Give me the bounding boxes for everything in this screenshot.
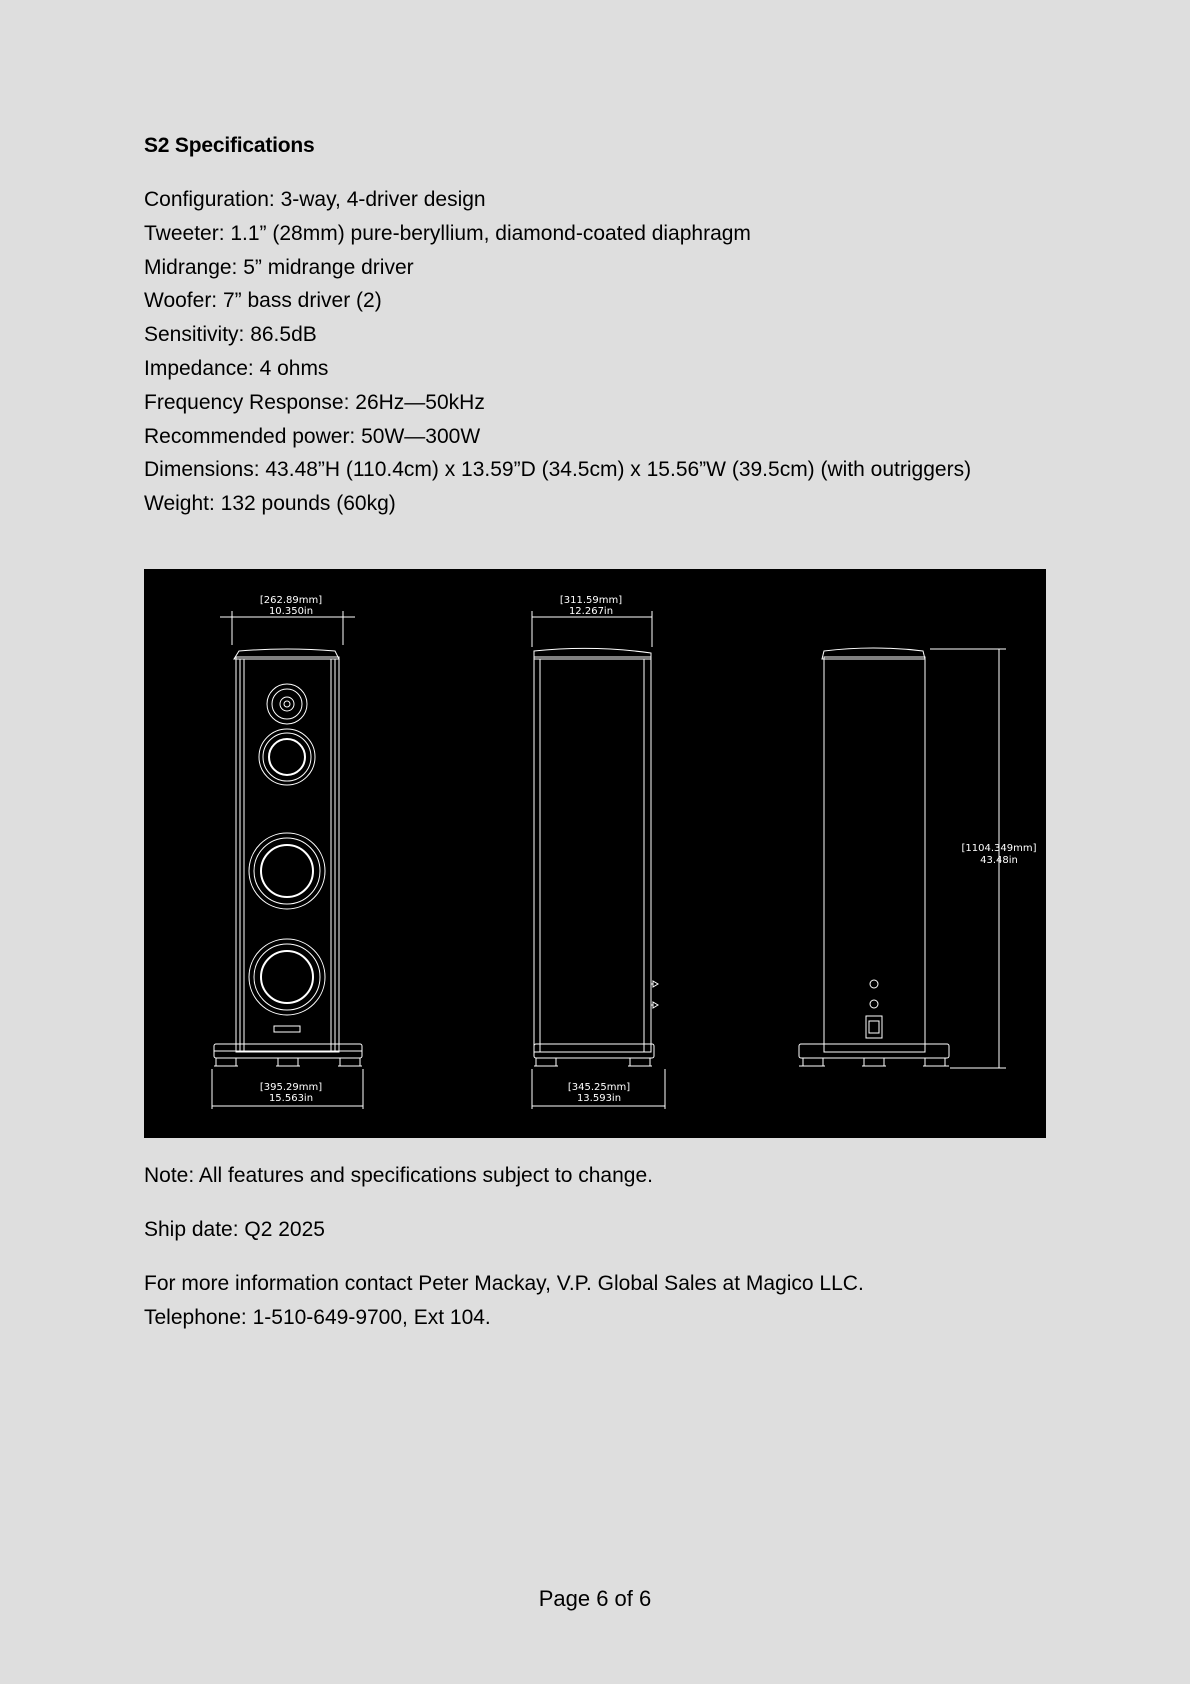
spec-dimensions: Dimensions: 43.48”H (110.4cm) x 13.59”D (34.5cm) x 15.56”W (39.5cm) (with outriggers)	[144, 458, 972, 482]
height-mm: [1104.349mm]	[961, 843, 1037, 854]
spec-sensitivity: Sensitivity: 86.5dB	[144, 323, 317, 347]
rear-view	[799, 648, 1037, 1068]
note-text: Note: All features and specifications subject to change.	[144, 1164, 653, 1187]
side-top-mm: [311.59mm]	[559, 595, 623, 606]
front-top-mm: [262.89mm]	[259, 595, 323, 606]
spec-weight: Weight: 132 pounds (60kg)	[144, 492, 396, 516]
spec-woofer: Woofer: 7” bass driver (2)	[144, 289, 382, 313]
side-base-in: 13.593in	[576, 1093, 622, 1104]
front-view	[212, 595, 363, 1121]
spec-recommended-power: Recommended power: 50W—300W	[144, 424, 481, 448]
side-view	[532, 595, 665, 1109]
ship-date-text: Ship date: Q2 2025	[144, 1218, 325, 1241]
side-base-mm: [345.25mm]	[567, 1082, 631, 1093]
speaker-dimension-drawing	[144, 569, 1046, 1138]
spec-midrange: Midrange: 5” midrange driver	[144, 255, 414, 279]
spec-tweeter: Tweeter: 1.1” (28mm) pure-beryllium, diamond-coated diaphragm	[144, 221, 751, 245]
front-base-mm: [395.29mm]	[259, 1082, 323, 1093]
telephone-line: Telephone: 1-510-649-9700, Ext 104.	[144, 1306, 491, 1329]
front-base-in: 15.563in	[268, 1093, 314, 1104]
spec-configuration: Configuration: 3-way, 4-driver design	[144, 188, 486, 211]
spec-list	[144, 183, 971, 521]
spec-impedance: Impedance: 4 ohms	[144, 356, 329, 380]
page-number: Page 6 of 6	[538, 1586, 652, 1611]
contact-line: For more information contact Peter Mackay, V.P. Global Sales at Magico LLC.	[144, 1272, 864, 1295]
front-top-in: 10.350in	[268, 606, 314, 617]
page-title: S2 Specifications	[144, 134, 315, 157]
side-top-in: 12.267in	[568, 606, 614, 617]
spec-frequency-response: Frequency Response: 26Hz—50kHz	[144, 390, 485, 414]
height-in: 43.48in	[980, 855, 1018, 866]
